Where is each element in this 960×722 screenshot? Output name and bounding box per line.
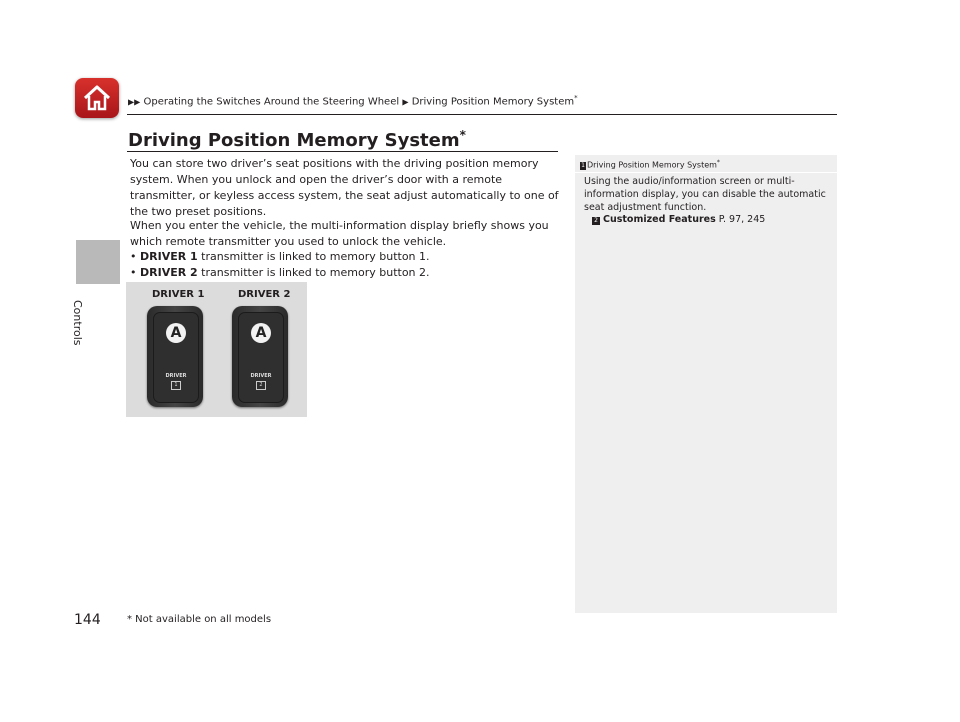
home-icon xyxy=(82,84,112,112)
figure-label-driver-1: DRIVER 1 xyxy=(152,289,205,300)
breadcrumb xyxy=(128,94,578,107)
fob-number: 1 xyxy=(171,381,181,390)
side-tab-label: Controls xyxy=(71,300,84,346)
sidebar-note-heading xyxy=(580,159,720,170)
reference-title: Customized Features xyxy=(603,214,716,225)
bullet-item: • DRIVER 2 transmitter is linked to memory button 2. xyxy=(130,266,430,279)
fob-face xyxy=(238,312,284,403)
page-title xyxy=(128,128,466,151)
remote-transmitter-figure xyxy=(126,282,307,417)
sidebar-note-title: Driving Position Memory System xyxy=(587,160,717,170)
bullet-bold: DRIVER 1 xyxy=(140,250,198,263)
sidebar-note-text: Using the audio/information screen or multi-information display, you can disable the automatic seat adjustment function. xyxy=(584,176,826,213)
reference-pages: P. 97, 245 xyxy=(715,214,766,225)
bullet-item: • DRIVER 1 transmitter is linked to memory button 1. xyxy=(130,250,430,263)
acura-logo-icon: A xyxy=(166,323,186,343)
breadcrumb-item-2[interactable]: Driving Position Memory System xyxy=(411,96,575,108)
fob-face xyxy=(153,312,199,403)
note-marker-icon: 1 xyxy=(581,161,585,169)
bullet-bold: DRIVER 2 xyxy=(140,266,198,279)
home-button[interactable] xyxy=(75,78,119,118)
bullet-list xyxy=(130,249,560,281)
breadcrumb-arrow-icon: ▶ xyxy=(402,97,409,107)
fob-driver-text: DRIVER xyxy=(165,373,187,379)
breadcrumb-arrow-icon: ▶▶ xyxy=(128,97,141,107)
header-divider xyxy=(127,114,837,115)
fob-number: 2 xyxy=(256,381,266,390)
page-title-star: * xyxy=(459,128,466,142)
cross-reference-link[interactable] xyxy=(592,214,765,225)
remote-fob-1 xyxy=(147,306,203,407)
footnote: * Not available on all models xyxy=(127,614,272,625)
remote-fob-2 xyxy=(232,306,288,407)
page-title-text: Driving Position Memory System xyxy=(128,130,460,151)
figure-label-driver-2: DRIVER 2 xyxy=(238,289,291,300)
side-tab-marker xyxy=(76,240,120,284)
title-divider xyxy=(127,151,558,152)
sidebar-note-divider xyxy=(575,172,837,173)
breadcrumb-item-1[interactable]: Operating the Switches Around the Steering Wheel xyxy=(143,96,400,108)
acura-logo-icon: A xyxy=(251,323,271,343)
sidebar-note-star: * xyxy=(716,159,720,166)
page-number: 144 xyxy=(74,612,101,628)
reference-arrow-icon: 2 xyxy=(592,217,600,225)
bullet-text: transmitter is linked to memory button 1. xyxy=(197,250,430,263)
fob-driver-text: DRIVER xyxy=(250,373,272,379)
bullet-text: transmitter is linked to memory button 2. xyxy=(197,266,430,279)
breadcrumb-star: * xyxy=(574,94,578,102)
intro-paragraph: You can store two driver’s seat positions with the driving position memory system. When you unlock and open the driver’s door with a remote transmitter, or keyless access system, the seat adjust automatically to one of the two preset positions. xyxy=(130,157,559,218)
display-paragraph: When you enter the vehicle, the multi-information display briefly shows you which remote transmitter you used to unlock the vehicle. xyxy=(130,219,549,248)
